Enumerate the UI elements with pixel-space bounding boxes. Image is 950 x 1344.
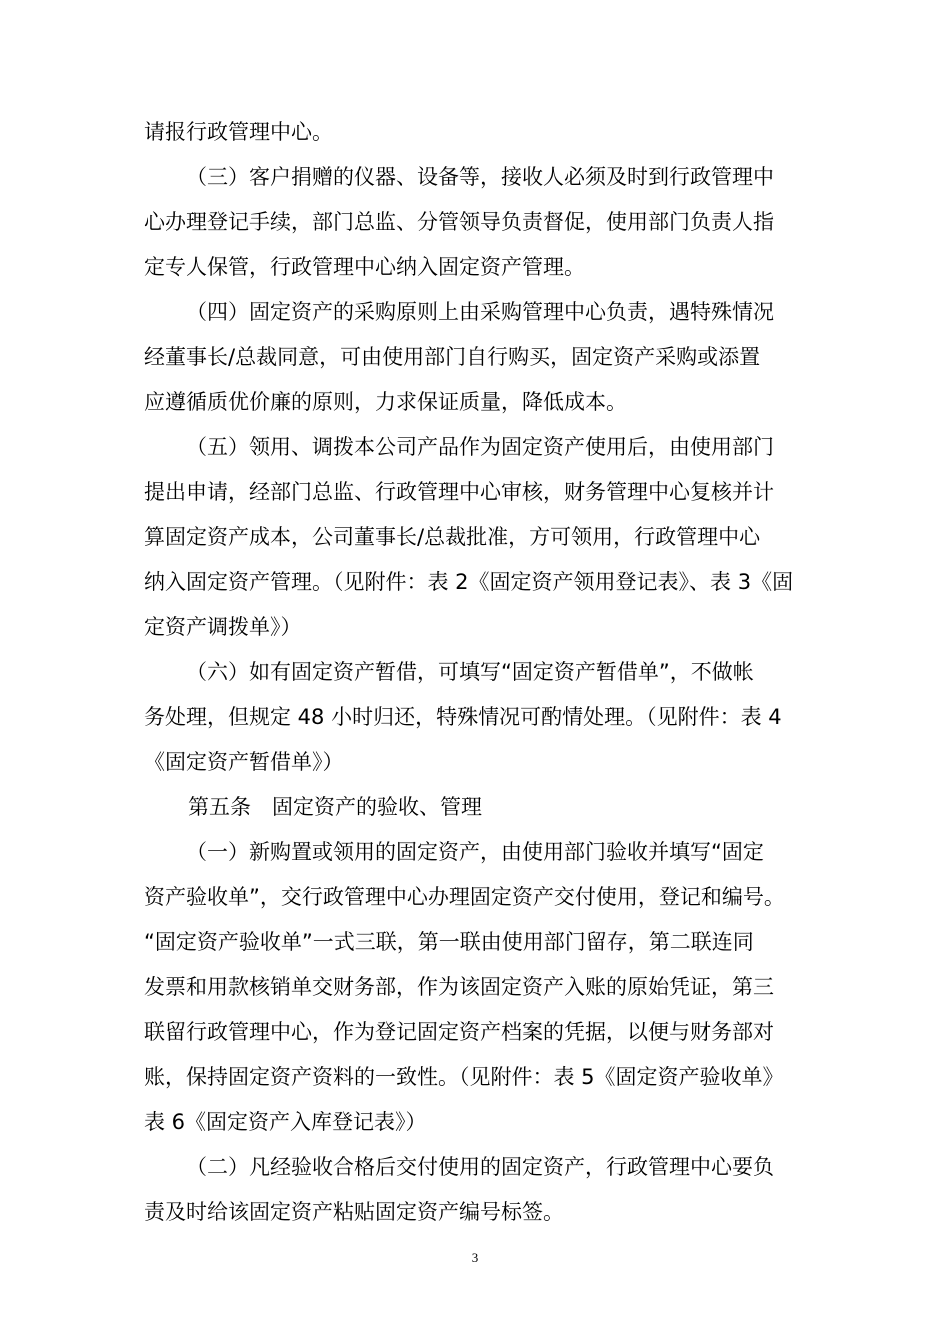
paragraph-start-line: （二）凡经验收合格后交付使用的固定资产，行政管理中心要负 — [186, 1155, 774, 1179]
page-number: 3 — [471, 1250, 479, 1265]
paragraph-start-line: （三）客户捐赠的仪器、设备等，接收人必须及时到行政管理中 — [186, 165, 774, 189]
section-heading: 第五条 固定资产的验收、管理 — [188, 795, 482, 819]
text-line: 资产验收单”，交行政管理中心办理固定资产交付使用，登记和编号。 — [144, 885, 785, 909]
text-line: 定专人保管，行政管理中心纳入固定资产管理。 — [144, 255, 585, 279]
text-line: 《固定资产暂借单》） — [144, 750, 344, 774]
text-line: 发票和用款核销单交财务部，作为该固定资产入账的原始凭证，第三 — [144, 975, 774, 999]
text-line: 心办理登记手续，部门总监、分管领导负责督促，使用部门负责人指 — [144, 210, 774, 234]
text-line: 责及时给该固定资产粘贴固定资产编号标签。 — [144, 1200, 564, 1224]
text-line: 经董事长/总裁同意，可由使用部门自行购买，固定资产采购或添置 — [144, 345, 761, 369]
text-line: 纳入固定资产管理。（见附件：表 2《固定资产领用登记表》、表 3《固 — [144, 570, 794, 594]
paragraph-start-line: （一）新购置或领用的固定资产，由使用部门验收并填写“固定 — [186, 840, 764, 864]
paragraph-start-line: （四）固定资产的采购原则上由采购管理中心负责，遇特殊情况 — [186, 300, 774, 324]
text-line: 算固定资产成本，公司董事长/总裁批准，方可领用，行政管理中心 — [144, 525, 761, 549]
text-line: “固定资产验收单”一式三联，第一联由使用部门留存，第二联连同 — [144, 930, 754, 954]
text-line: 务处理，但规定 48 小时归还，特殊情况可酌情处理。（见附件：表 4 — [144, 705, 782, 729]
text-line: 账，保持固定资产资料的一致性。（见附件：表 5《固定资产验收单》 — [144, 1065, 784, 1089]
document-body — [144, 110, 814, 1235]
paragraph-start-line: （五）领用、调拨本公司产品作为固定资产使用后，由使用部门 — [186, 435, 774, 459]
text-line: 请报行政管理中心。 — [144, 120, 333, 144]
text-line: 联留行政管理中心，作为登记固定资产档案的凭据，以便与财务部对 — [144, 1020, 774, 1044]
text-line: 定资产调拨单》） — [144, 615, 302, 639]
text-line: 表 6《固定资产入库登记表》） — [144, 1110, 427, 1134]
text-line: 应遵循质优价廉的原则，力求保证质量，降低成本。 — [144, 390, 627, 414]
paragraph-start-line: （六）如有固定资产暂借，可填写“固定资产暂借单”，不做帐 — [186, 660, 754, 684]
text-line: 提出申请，经部门总监、行政管理中心审核，财务管理中心复核并计 — [144, 480, 774, 504]
